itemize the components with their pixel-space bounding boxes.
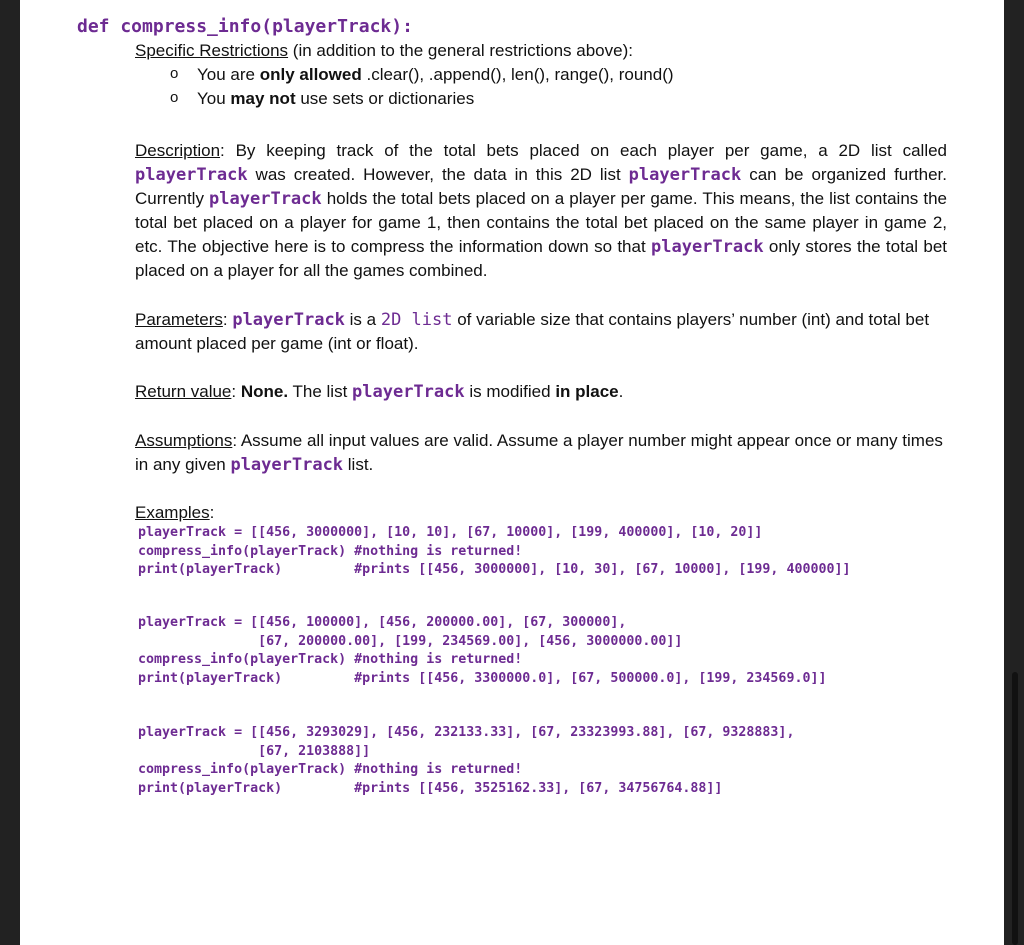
scrollbar-thumb[interactable] bbox=[1012, 672, 1018, 945]
viewer-left-margin bbox=[0, 0, 20, 945]
description-section: Description: By keeping track of the total bets placed on each player per game, a 2D list called playerTrack was created. However, the data in this 2D list playerTrack can be organized further. Currently playerTrack holds the total bets placed on a player per game. This means, the list contains the total bet placed on a player for game 1, then contains the total bet placed on the same player in game 2, etc. The objective here is to compress the information down so that playerTrack only stores the total bet placed on a player for all the games combined. bbox=[135, 141, 947, 280]
example-1-code: playerTrack = [[456, 3000000], [10, 10], [67, 10000], [199, 400000], [10, 20]] compress_info(playerTrack) #nothing is returned! print(playerTrack) #prints [[456, 3000000], [10, 30], [67, 10000], [199, 400000]] bbox=[138, 525, 851, 577]
example-3-code: playerTrack = [[456, 3293029], [456, 232133.33], [67, 23323993.88], [67, 9328883], [67, 2103888]] compress_info(playerTrack) #nothing is returned! print(playerTrack) #prints [[456, 3525162.33], [67, 34756764.88]] bbox=[138, 725, 795, 796]
restrictions-heading-rest: (in addition to the general restrictions above): bbox=[288, 41, 633, 60]
restrictions-section bbox=[135, 39, 947, 111]
return-value-label: Return value bbox=[135, 382, 232, 401]
parameters-label: Parameters bbox=[135, 310, 223, 329]
description-label: Description bbox=[135, 141, 221, 160]
function-signature: def compress_info(playerTrack): bbox=[77, 16, 413, 37]
restrictions-heading: Specific Restrictions bbox=[135, 41, 289, 60]
assumptions-label: Assumptions bbox=[135, 431, 233, 450]
restriction-item: o You are only allowed .clear(), .append(), len(), range(), round() bbox=[135, 63, 947, 87]
examples-heading: Examples: bbox=[135, 503, 215, 522]
restriction-item: o You may not use sets or dictionaries bbox=[135, 87, 947, 111]
restrictions-list bbox=[135, 63, 947, 111]
document-page bbox=[20, 0, 1004, 945]
examples-label: Examples bbox=[135, 503, 210, 522]
parameters-section: Parameters: playerTrack is a 2D list of variable size that contains players’ number (int) and total bet amount placed per game (int or float). bbox=[135, 310, 930, 353]
example-2-code: playerTrack = [[456, 100000], [456, 200000.00], [67, 300000], [67, 200000.00], [199, 234569.00], [456, 3000000.00]] compress_info(playerTrack) #nothing is returned! print(playerTrack) #prints [[456, 3300000.0], [67, 500000.0], [199, 234569.0]] bbox=[138, 615, 827, 686]
return-value-section: Return value: None. The list playerTrack is modified in place. bbox=[135, 382, 624, 402]
assumptions-section: Assumptions: Assume all input values are valid. Assume a player number might appear once or many times in any given playerTrack list. bbox=[135, 431, 943, 475]
viewer-right-margin bbox=[1004, 0, 1024, 945]
